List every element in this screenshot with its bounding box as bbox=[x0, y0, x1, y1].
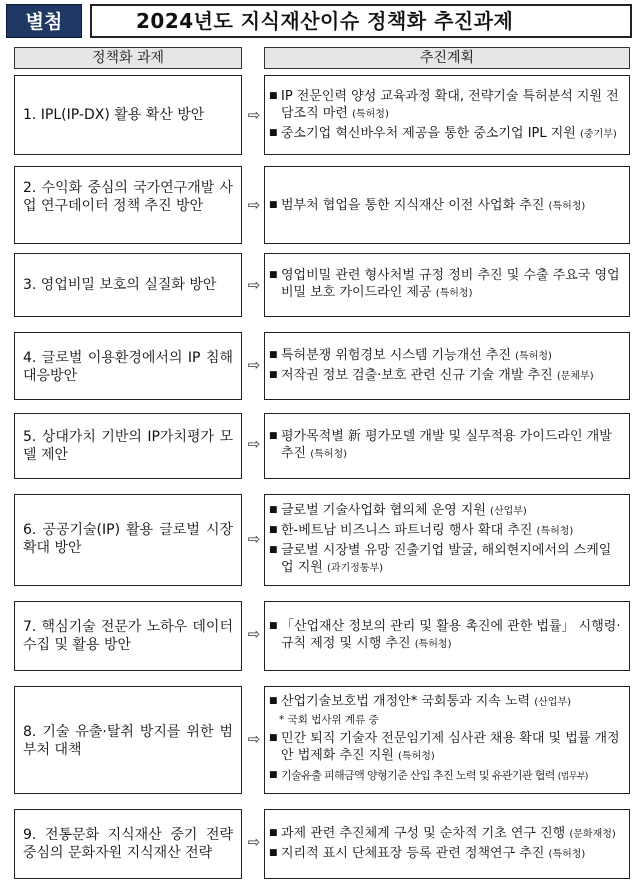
task-box-2 bbox=[14, 166, 242, 244]
square-bullet-icon: ■ bbox=[269, 848, 278, 858]
task-box-3 bbox=[14, 253, 242, 317]
footnote: * 국회 법사위 계류 중 bbox=[279, 714, 379, 726]
task-box-5 bbox=[14, 413, 242, 479]
square-bullet-icon: ■ bbox=[269, 696, 278, 706]
task-box-9 bbox=[14, 809, 242, 879]
list-item: ■ 중소기업 혁신바우처 제공을 통한 중소기업 IPL 지원 (중기부) bbox=[269, 126, 617, 141]
list-item: ■ 한-베트남 비즈니스 파트너링 행사 확대 추진 (특허청) bbox=[269, 523, 574, 538]
plan-box-3 bbox=[264, 253, 630, 317]
task-label: 3. 영업비밀 보호의 실질화 방안 bbox=[23, 277, 217, 293]
task-label: 2. 수익화 중심의 국가연구개발 사업 연구데이터 정책 추진 방안 bbox=[23, 180, 233, 214]
list-item: ■ 민간 퇴직 기술자 전문임기제 심사관 채용 확대 및 법률 개정안 법제화 추진 지원 (특허청) bbox=[269, 731, 620, 763]
square-bullet-icon: ■ bbox=[269, 431, 278, 441]
task-label: 4. 글로벌 이용환경에서의 IP 침해 대응방안 bbox=[23, 350, 233, 384]
right-arrow-icon: ⇨ bbox=[247, 106, 261, 124]
list-item: ■ IP 전문인력 양성 교육과정 확대, 전략기술 특허분석 지원 전담조직 마련 (특허청) bbox=[269, 89, 619, 121]
square-bullet-icon: ■ bbox=[269, 770, 277, 780]
right-arrow-icon: ⇨ bbox=[247, 625, 261, 643]
list-item: ■ 과제 관련 추진체계 구성 및 순차적 기초 연구 진행 (문화재청) bbox=[269, 826, 616, 841]
plan-box-9 bbox=[264, 809, 630, 879]
task-label: 6. 공공기술(IP) 활용 글로벌 시장 확대 방안 bbox=[23, 522, 233, 556]
list-item: ■ 평가목적별 新 평가모델 개발 및 실무적용 가이드라인 개발 추진 (특허청) bbox=[269, 429, 612, 461]
square-bullet-icon: ■ bbox=[269, 370, 278, 380]
plan-box-8 bbox=[264, 686, 630, 794]
square-bullet-icon: ■ bbox=[269, 525, 278, 535]
square-bullet-icon: ■ bbox=[269, 828, 278, 838]
task-box-1 bbox=[14, 75, 242, 155]
column-header-task: 정책화 과제 bbox=[14, 47, 242, 69]
list-item: ■ 글로벌 시장별 유망 진출기업 발굴, 해외현지에서의 스케일업 지원 (과기정통부) bbox=[269, 543, 612, 575]
square-bullet-icon: ■ bbox=[269, 128, 278, 138]
square-bullet-icon: ■ bbox=[269, 270, 278, 280]
plan-box-6 bbox=[264, 494, 630, 586]
task-label: 1. IPL(IP-DX) 활용 확산 방안 bbox=[23, 107, 205, 123]
square-bullet-icon: ■ bbox=[269, 350, 278, 360]
list-item: ■ 산업기술보호법 개정안* 국회통과 지속 노력 (산업부) bbox=[269, 694, 572, 709]
task-label: 8. 기술 유출·탈취 방지를 위한 범부처 대책 bbox=[23, 724, 233, 758]
column-header-plan: 추진계획 bbox=[264, 47, 630, 69]
appendix-tag: 별첨 bbox=[6, 4, 82, 38]
task-box-7 bbox=[14, 601, 242, 671]
square-bullet-icon: ■ bbox=[269, 505, 278, 515]
plan-box-5 bbox=[264, 413, 630, 479]
right-arrow-icon: ⇨ bbox=[247, 833, 261, 851]
list-item: ■ 「산업재산 정보의 관리 및 활용 촉진에 관한 법률」 시행령·규칙 제정 및 시행 추진 (특허청) bbox=[269, 619, 621, 651]
right-arrow-icon: ⇨ bbox=[247, 435, 261, 453]
square-bullet-icon: ■ bbox=[269, 200, 278, 210]
right-arrow-icon: ⇨ bbox=[247, 730, 261, 748]
list-item: ■ 특허분쟁 위험경보 시스템 기능개선 추진 (특허청) bbox=[269, 348, 552, 363]
task-box-6 bbox=[14, 494, 242, 586]
task-label: 7. 핵심기술 전문가 노하우 데이터 수집 및 활용 방안 bbox=[23, 619, 233, 653]
task-box-4 bbox=[14, 332, 242, 400]
plan-box-1 bbox=[264, 75, 630, 155]
square-bullet-icon: ■ bbox=[269, 621, 278, 631]
list-item: ■ 저작권 정보 검출·보호 관련 신규 기술 개발 추진 (문체부) bbox=[269, 368, 594, 383]
plan-box-2 bbox=[264, 166, 630, 244]
plan-box-4 bbox=[264, 332, 630, 400]
square-bullet-icon: ■ bbox=[269, 545, 278, 555]
list-item: ■ 지리적 표시 단체표장 등록 관련 정책연구 추진 (특허청) bbox=[269, 846, 586, 861]
right-arrow-icon: ⇨ bbox=[247, 356, 261, 374]
list-item: ■ 영업비밀 관련 형사처벌 규정 정비 추진 및 수출 주요국 영업비밀 보호 가이드라인 제공 (특허청) bbox=[269, 268, 620, 300]
header bbox=[6, 4, 632, 38]
right-arrow-icon: ⇨ bbox=[247, 196, 261, 214]
plan-box-7 bbox=[264, 601, 630, 671]
square-bullet-icon: ■ bbox=[269, 733, 278, 743]
square-bullet-icon: ■ bbox=[269, 91, 278, 101]
list-item: ■ 범부처 협업을 통한 지식재산 이전 사업화 추진 (특허청) bbox=[269, 198, 586, 213]
list-item: ■ 글로벌 기술사업화 협의체 운영 지원 (산업부) bbox=[269, 503, 527, 518]
task-box-8 bbox=[14, 686, 242, 794]
page-title: 2024년도 지식재산이슈 정책화 추진과제 bbox=[90, 4, 632, 38]
right-arrow-icon: ⇨ bbox=[247, 276, 261, 294]
list-item: ■ 기술유출 피해금액 양형기준 산입 추진 노력 및 유관기관 협력 (법무부) bbox=[269, 769, 588, 782]
right-arrow-icon: ⇨ bbox=[247, 530, 261, 548]
task-label: 5. 상대가치 기반의 IP가치평가 모델 제안 bbox=[23, 429, 233, 463]
task-label: 9. 전통문화 지식재산 중기 전략 중심의 문화자원 지식재산 전략 bbox=[23, 827, 233, 861]
